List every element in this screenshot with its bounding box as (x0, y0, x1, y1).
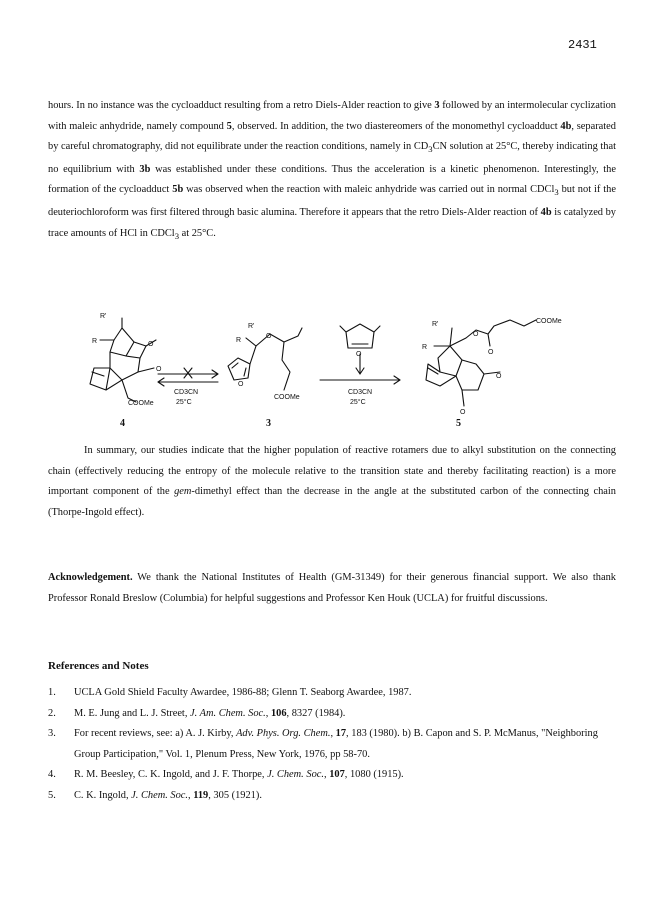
atom-o: O (473, 331, 479, 338)
acknowledgement (48, 568, 616, 609)
compound-4-structure (90, 318, 156, 402)
reference-text: R. M. Beesley, C. K. Ingold, and J. F. Thorpe, (74, 769, 268, 781)
text: at 25°C. (179, 227, 216, 239)
text: was observed when the reaction with maleic anhydride was carried out in normal CDCl (183, 184, 555, 196)
substituent-r: R (422, 344, 428, 351)
atom-o: O (156, 366, 162, 373)
atom-o: O (496, 373, 502, 380)
reference-item (48, 786, 616, 807)
subscript: 3 (554, 187, 559, 198)
ester-label: COOMe (536, 318, 562, 325)
substituent-r: R (92, 338, 98, 345)
atom-o: O (488, 349, 494, 356)
ester-label: COOMe (128, 400, 154, 407)
reference-text: J. Chem. Soc. (267, 769, 324, 781)
acknowledgement-heading: Acknowledgement. (48, 572, 133, 583)
reference-text: For recent reviews, see: a) A. J. Kirby, (74, 728, 237, 740)
condition-temp: 25°C (176, 399, 192, 406)
text: was established under these conditions. Thus the acceleration is a kinetic phenomenon. Interestingly, the formation of the cycloadduct (48, 163, 616, 196)
substituent-r: R (236, 337, 242, 344)
compound-label-4: 4 (120, 418, 125, 429)
text: , observed. In addition, the two diastereomers of the monomethyl cycloadduct (231, 120, 561, 132)
reference-text: 119 (193, 789, 209, 801)
text: followed by an intermolecular cyclization with maleic anhydride, namely compound (48, 100, 616, 132)
references-list (48, 683, 616, 807)
text: In summary, our studies indicate that the higher population of reactive rotamers due to alkyl substitution on the connecting chain (effectively reducing the entropy of the molecule relative to the transition state and thereby facilitating reaction) is a more important component of the (48, 445, 616, 498)
compound-ref: 4b (540, 207, 552, 219)
substituent-r-prime: R' (432, 321, 439, 328)
text: hours. In no instance was the cycloadduct resulting from a retro Diels-Alder reaction to give (48, 100, 435, 111)
text: , separated by careful chromatography, did not equilibrate under the reaction conditions, namely in CD (48, 120, 616, 153)
references-heading: References and Notes (48, 660, 149, 672)
reference-item (48, 704, 616, 725)
compound-ref: 4b (560, 120, 572, 132)
reference-number: 4. (48, 769, 56, 781)
reference-text: , (188, 789, 194, 801)
body-paragraph-2 (48, 441, 616, 523)
reference-text: , 1080 (1915). (344, 769, 404, 781)
italic-text: gem (174, 486, 192, 498)
atom-o: O (460, 409, 466, 416)
reference-text: C. K. Ingold, (74, 789, 132, 801)
maleic-anhydride-structure (340, 324, 380, 348)
reference-number: 5. (48, 789, 56, 801)
compound-5-structure (426, 320, 536, 406)
atom-o: O (266, 333, 272, 340)
text: -dimethyl effect than the decrease in the angle at the substituted carbon of the connecting chain (Thorpe-Ingold effect). (48, 486, 616, 518)
atom-o: O (356, 351, 362, 358)
condition-solvent: CD3CN (348, 389, 373, 396)
atom-o: O (148, 341, 154, 348)
text: but not if the deuteriochloroform was first filtered through basic alumina. Therefore it appears that the retro Diels-Alder reaction of (48, 184, 616, 219)
reference-text: , (265, 707, 271, 719)
reference-text: J. Am. Chem. Soc. (190, 707, 266, 719)
compound-ref: 5 (226, 120, 232, 132)
reference-text: 17 (335, 728, 347, 740)
compound-label-3: 3 (266, 418, 271, 429)
reference-number: 1. (48, 687, 56, 698)
reference-text: 106 (270, 707, 287, 719)
body-paragraph-1 (48, 96, 616, 246)
atom-o: O (238, 381, 244, 388)
reference-text: , (323, 769, 330, 781)
reference-text: UCLA Gold Shield Faculty Awardee, 1986-88; Glenn T. Seaborg Awardee, 1987. (74, 687, 412, 698)
reference-text: , 305 (1921). (208, 789, 262, 801)
reference-text: , 183 (1980). b) B. Capon and S. P. McManus, "Neighboring Group Participation," Vol. 1, Plenum Press, New York, 1976, pp 58-70. (74, 728, 598, 760)
reaction-scheme (70, 306, 610, 434)
reference-text: 107 (329, 769, 345, 781)
reference-number: 2. (48, 707, 56, 719)
reference-text: Adv. Phys. Org. Chem. (236, 728, 331, 740)
substituent-r-prime: R' (100, 313, 107, 320)
reference-text: , 8327 (1984). (286, 707, 346, 719)
compound-label-5: 5 (456, 418, 461, 429)
equilibrium-arrows (158, 368, 218, 386)
reference-text: M. E. Jung and L. J. Street, (74, 707, 191, 719)
compound-ref: 3 (434, 100, 440, 111)
reference-item (48, 765, 616, 786)
condition-solvent: CD3CN (174, 389, 199, 396)
text: is catalyzed by trace amounts of HCl in CDCl (48, 207, 617, 239)
compound-ref: 3b (139, 163, 151, 175)
condition-temp: 25°C (350, 399, 366, 406)
reference-number: 3. (48, 728, 56, 740)
compound-ref: 5b (172, 184, 184, 196)
ester-label: COOMe (274, 394, 300, 401)
acknowledgement-text: We thank the National Institutes of Health (GM-31349) for their generous financial support. We also thank Professor Ronald Breslow (Columbia) for helpful suggestions and Professor Ken Houk (UCLA) for fruitful discussions. (48, 572, 616, 604)
subscript: 3 (174, 230, 180, 241)
page-number: 2431 (568, 38, 597, 52)
reference-text: J. Chem. Soc. (131, 789, 189, 801)
forward-arrow (320, 354, 400, 384)
reference-item (48, 683, 616, 704)
reference-item (48, 724, 616, 765)
substituent-r-prime: R' (248, 323, 255, 330)
reference-text: , (330, 728, 336, 740)
text: CN solution at 25°C, thereby indicating that no equilibrium with (48, 141, 616, 175)
subscript: 3 (428, 144, 433, 155)
